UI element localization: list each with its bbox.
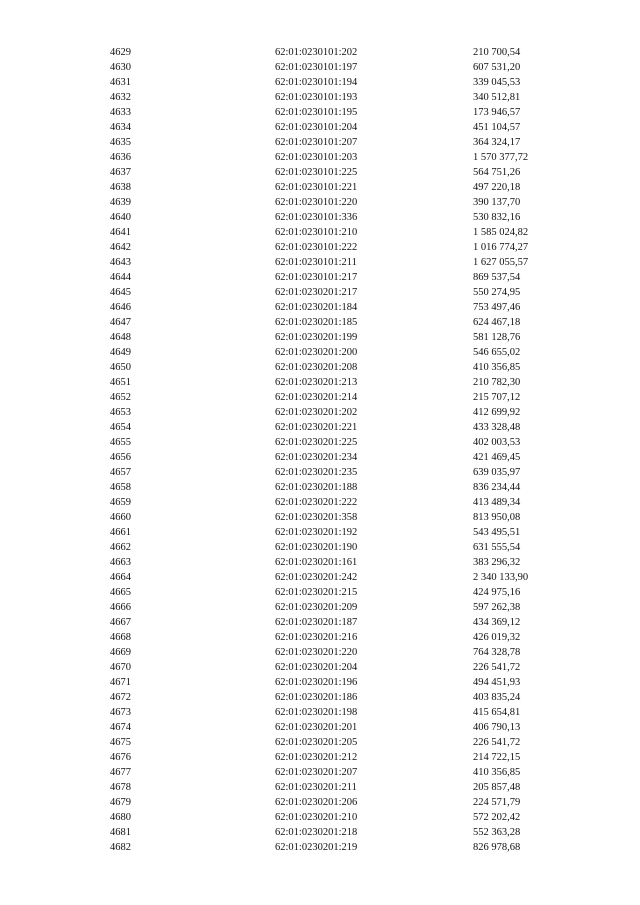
row-number: 4632 [110, 92, 131, 103]
row-number: 4670 [110, 662, 131, 673]
row-number: 4665 [110, 587, 131, 598]
cadastral-value: 1 570 377,72 [473, 152, 529, 163]
cadastral-number: 62:01:0230201:187 [275, 617, 358, 628]
cadastral-number: 62:01:0230201:235 [275, 467, 358, 478]
cadastral-number: 62:01:0230101:207 [275, 137, 358, 148]
table-row [0, 180, 640, 195]
cadastral-number: 62:01:0230101:220 [275, 197, 358, 208]
table-row [0, 420, 640, 435]
table-row [0, 510, 640, 525]
table-row [0, 540, 640, 555]
cadastral-number: 62:01:0230101:336 [275, 212, 358, 223]
cadastral-number: 62:01:0230101:225 [275, 167, 358, 178]
row-number: 4643 [110, 257, 131, 268]
cadastral-number: 62:01:0230201:196 [275, 677, 358, 688]
table-row [0, 495, 640, 510]
table-row [0, 705, 640, 720]
cadastral-value: 340 512,81 [473, 92, 521, 103]
row-number: 4651 [110, 377, 131, 388]
table-row [0, 60, 640, 75]
cadastral-value: 572 202,42 [473, 812, 521, 823]
row-number: 4646 [110, 302, 131, 313]
table-row [0, 780, 640, 795]
table-row [0, 525, 640, 540]
row-number: 4676 [110, 752, 131, 763]
table-row [0, 555, 640, 570]
cadastral-number: 62:01:0230101:193 [275, 92, 358, 103]
cadastral-number: 62:01:0230101:203 [275, 152, 358, 163]
cadastral-number: 62:01:0230201:217 [275, 287, 358, 298]
table-row [0, 390, 640, 405]
cadastral-value: 339 045,53 [473, 77, 521, 88]
row-number: 4679 [110, 797, 131, 808]
cadastral-value: 753 497,46 [473, 302, 521, 313]
row-number: 4637 [110, 167, 131, 178]
table-row [0, 375, 640, 390]
cadastral-number: 62:01:0230201:213 [275, 377, 358, 388]
row-number: 4675 [110, 737, 131, 748]
cadastral-value: 424 975,16 [473, 587, 521, 598]
cadastral-value: 433 328,48 [473, 422, 521, 433]
table-row [0, 585, 640, 600]
table-row [0, 405, 640, 420]
cadastral-number: 62:01:0230101:210 [275, 227, 358, 238]
cadastral-number: 62:01:0230201:242 [275, 572, 358, 583]
cadastral-number: 62:01:0230201:225 [275, 437, 358, 448]
row-number: 4681 [110, 827, 131, 838]
cadastral-number: 62:01:0230201:185 [275, 317, 358, 328]
table-row [0, 105, 640, 120]
table-row [0, 720, 640, 735]
row-number: 4669 [110, 647, 131, 658]
cadastral-number: 62:01:0230201:219 [275, 842, 358, 853]
cadastral-value: 224 571,79 [473, 797, 521, 808]
cadastral-value: 607 531,20 [473, 62, 521, 73]
table-row [0, 570, 640, 585]
cadastral-value: 581 128,76 [473, 332, 521, 343]
row-number: 4660 [110, 512, 131, 523]
cadastral-value: 410 356,85 [473, 362, 521, 373]
table-row [0, 315, 640, 330]
table-row [0, 810, 640, 825]
cadastral-value: 530 832,16 [473, 212, 521, 223]
cadastral-number: 62:01:0230201:207 [275, 767, 358, 778]
cadastral-value: 426 019,32 [473, 632, 521, 643]
cadastral-number: 62:01:0230201:218 [275, 827, 358, 838]
cadastral-value: 415 654,81 [473, 707, 521, 718]
row-number: 4663 [110, 557, 131, 568]
cadastral-number: 62:01:0230201:221 [275, 422, 358, 433]
row-number: 4647 [110, 317, 131, 328]
cadastral-value: 543 495,51 [473, 527, 521, 538]
cadastral-value: 434 369,12 [473, 617, 521, 628]
cadastral-number: 62:01:0230201:220 [275, 647, 358, 658]
cadastral-value: 383 296,32 [473, 557, 521, 568]
cadastral-number: 62:01:0230101:194 [275, 77, 358, 88]
row-number: 4671 [110, 677, 131, 688]
cadastral-number: 62:01:0230201:214 [275, 392, 358, 403]
table-row [0, 630, 640, 645]
cadastral-number: 62:01:0230201:184 [275, 302, 358, 313]
row-number: 4680 [110, 812, 131, 823]
row-number: 4672 [110, 692, 131, 703]
cadastral-value: 413 489,34 [473, 497, 521, 508]
row-number: 4658 [110, 482, 131, 493]
row-number: 4657 [110, 467, 131, 478]
table-row [0, 660, 640, 675]
cadastral-number: 62:01:0230201:215 [275, 587, 358, 598]
cadastral-number: 62:01:0230201:212 [275, 752, 358, 763]
cadastral-number: 62:01:0230201:204 [275, 662, 358, 673]
table-row [0, 645, 640, 660]
row-number: 4642 [110, 242, 131, 253]
cadastral-value: 451 104,57 [473, 122, 521, 133]
row-number: 4633 [110, 107, 131, 118]
cadastral-value: 215 707,12 [473, 392, 521, 403]
cadastral-number: 62:01:0230201:202 [275, 407, 358, 418]
cadastral-number: 62:01:0230201:190 [275, 542, 358, 553]
row-number: 4656 [110, 452, 131, 463]
cadastral-number: 62:01:0230201:216 [275, 632, 358, 643]
cadastral-value: 639 035,97 [473, 467, 521, 478]
cadastral-value: 1 585 024,82 [473, 227, 529, 238]
row-number: 4630 [110, 62, 131, 73]
cadastral-number: 62:01:0230101:195 [275, 107, 358, 118]
table-row [0, 150, 640, 165]
cadastral-number: 62:01:0230101:197 [275, 62, 358, 73]
cadastral-value: 412 699,92 [473, 407, 521, 418]
table-row [0, 750, 640, 765]
cadastral-value: 1 627 055,57 [473, 257, 529, 268]
row-number: 4638 [110, 182, 131, 193]
cadastral-number: 62:01:0230201:210 [275, 812, 358, 823]
cadastral-value: 826 978,68 [473, 842, 521, 853]
cadastral-value: 403 835,24 [473, 692, 521, 703]
table-row [0, 225, 640, 240]
cadastral-number: 62:01:0230201:205 [275, 737, 358, 748]
cadastral-number: 62:01:0230101:204 [275, 122, 358, 133]
cadastral-value: 226 541,72 [473, 662, 521, 673]
table-row [0, 765, 640, 780]
cadastral-number: 62:01:0230201:188 [275, 482, 358, 493]
table-row [0, 690, 640, 705]
cadastral-value: 210 782,30 [473, 377, 521, 388]
cadastral-value: 624 467,18 [473, 317, 521, 328]
cadastral-value: 173 946,57 [473, 107, 521, 118]
row-number: 4639 [110, 197, 131, 208]
table-row [0, 270, 640, 285]
row-number: 4655 [110, 437, 131, 448]
row-number: 4644 [110, 272, 131, 283]
table-row [0, 600, 640, 615]
row-number: 4636 [110, 152, 131, 163]
cadastral-value: 1 016 774,27 [473, 242, 529, 253]
row-number: 4641 [110, 227, 131, 238]
cadastral-value: 564 751,26 [473, 167, 521, 178]
table-row [0, 240, 640, 255]
cadastral-number: 62:01:0230201:234 [275, 452, 358, 463]
table-row [0, 465, 640, 480]
row-number: 4652 [110, 392, 131, 403]
table-row [0, 735, 640, 750]
row-number: 4631 [110, 77, 131, 88]
table-row [0, 75, 640, 90]
table-row [0, 165, 640, 180]
cadastral-value: 210 700,54 [473, 47, 521, 58]
cadastral-value: 869 537,54 [473, 272, 521, 283]
cadastral-number: 62:01:0230201:161 [275, 557, 358, 568]
cadastral-value: 836 234,44 [473, 482, 521, 493]
row-number: 4654 [110, 422, 131, 433]
row-number: 4648 [110, 332, 131, 343]
cadastral-number: 62:01:0230201:200 [275, 347, 358, 358]
cadastral-value: 410 356,85 [473, 767, 521, 778]
cadastral-value: 226 541,72 [473, 737, 521, 748]
table-row [0, 195, 640, 210]
cadastral-number: 62:01:0230201:211 [275, 782, 357, 793]
cadastral-value: 390 137,70 [473, 197, 521, 208]
row-number: 4662 [110, 542, 131, 553]
table-row [0, 255, 640, 270]
cadastral-number: 62:01:0230201:208 [275, 362, 358, 373]
table-row [0, 345, 640, 360]
cadastral-number: 62:01:0230201:206 [275, 797, 358, 808]
cadastral-value: 764 328,78 [473, 647, 521, 658]
table-row [0, 330, 640, 345]
cadastral-value: 494 451,93 [473, 677, 521, 688]
row-number: 4650 [110, 362, 131, 373]
row-number: 4674 [110, 722, 131, 733]
cadastral-value: 421 469,45 [473, 452, 521, 463]
row-number: 4629 [110, 47, 131, 58]
table-row [0, 480, 640, 495]
cadastral-number: 62:01:0230101:222 [275, 242, 358, 253]
table-row [0, 360, 640, 375]
row-number: 4653 [110, 407, 131, 418]
row-number: 4667 [110, 617, 131, 628]
table-row [0, 615, 640, 630]
row-number: 4640 [110, 212, 131, 223]
cadastral-value: 597 262,38 [473, 602, 521, 613]
cadastral-value: 813 950,08 [473, 512, 521, 523]
cadastral-number: 62:01:0230201:201 [275, 722, 358, 733]
row-number: 4668 [110, 632, 131, 643]
table-row [0, 90, 640, 105]
cadastral-value: 214 722,15 [473, 752, 521, 763]
table-row [0, 450, 640, 465]
cadastral-number: 62:01:0230101:217 [275, 272, 358, 283]
table-row [0, 45, 640, 60]
cadastral-value: 406 790,13 [473, 722, 521, 733]
row-number: 4682 [110, 842, 131, 853]
table-row [0, 285, 640, 300]
row-number: 4635 [110, 137, 131, 148]
cadastral-value: 631 555,54 [473, 542, 521, 553]
cadastral-value: 550 274,95 [473, 287, 521, 298]
cadastral-value: 552 363,28 [473, 827, 521, 838]
table-row [0, 135, 640, 150]
row-number: 4645 [110, 287, 131, 298]
cadastral-number: 62:01:0230101:202 [275, 47, 358, 58]
cadastral-value-table [0, 45, 640, 855]
cadastral-value: 2 340 133,90 [473, 572, 529, 583]
row-number: 4677 [110, 767, 131, 778]
row-number: 4634 [110, 122, 131, 133]
row-number: 4678 [110, 782, 131, 793]
cadastral-value: 497 220,18 [473, 182, 521, 193]
table-row [0, 675, 640, 690]
table-row [0, 840, 640, 855]
table-row [0, 825, 640, 840]
cadastral-number: 62:01:0230201:198 [275, 707, 358, 718]
row-number: 4666 [110, 602, 131, 613]
cadastral-number: 62:01:0230101:221 [275, 182, 358, 193]
cadastral-number: 62:01:0230201:199 [275, 332, 358, 343]
cadastral-number: 62:01:0230201:358 [275, 512, 358, 523]
table-row [0, 300, 640, 315]
cadastral-number: 62:01:0230201:222 [275, 497, 358, 508]
row-number: 4664 [110, 572, 131, 583]
row-number: 4659 [110, 497, 131, 508]
cadastral-number: 62:01:0230201:186 [275, 692, 358, 703]
cadastral-value: 364 324,17 [473, 137, 521, 148]
cadastral-number: 62:01:0230201:209 [275, 602, 358, 613]
row-number: 4661 [110, 527, 131, 538]
cadastral-value: 402 003,53 [473, 437, 521, 448]
row-number: 4649 [110, 347, 131, 358]
table-row [0, 435, 640, 450]
table-row [0, 120, 640, 135]
cadastral-number: 62:01:0230201:192 [275, 527, 358, 538]
row-number: 4673 [110, 707, 131, 718]
cadastral-value: 205 857,48 [473, 782, 521, 793]
cadastral-number: 62:01:0230101:211 [275, 257, 357, 268]
cadastral-value: 546 655,02 [473, 347, 521, 358]
table-row [0, 210, 640, 225]
table-row [0, 795, 640, 810]
